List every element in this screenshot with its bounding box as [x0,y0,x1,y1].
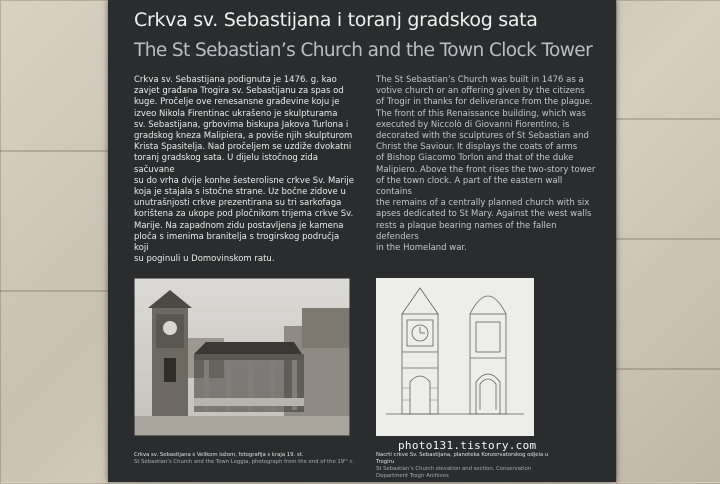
stone-block [616,368,720,484]
drawing-caption-croatian-line1: Nacrti crkve Sv. Sebastijana, planoteka Konzervatorskog odjela u [376,452,549,458]
tower-drawing-illustration [376,278,534,436]
photo-caption-english: St Sebastian’s Church and the Town Loggia, photograph from the end of the 19ᵗʰ c. [134,459,355,465]
plaque-title-croatian: Crkva sv. Sebastijana i toranj gradskog sata [134,9,538,31]
historic-photograph [134,278,350,436]
photo-caption-croatian: Crkva sv. Sebastijana s Velikom ložom, fotografija s kraja 19. st. [134,452,304,458]
church-photo-illustration [134,278,350,436]
stone-block [0,290,110,484]
drawing-caption-croatian-line2: Trogiru [376,459,395,465]
tower-elevation-drawing [376,278,534,436]
plaque-body-english: The St Sebastian’s Church was built in 1476 as a votive church or an offering given by the citizens of Trogir in thanks for deliverance from the plague. The front of this Renaissance building, which was executed by Niccolò di Giovanni Fiorentino, is decorated with the sculptures of St Sebastian and Christ the Saviour. It displays the coats of arms of Bishop Giacomo Torlon and that of the duke Malipiero. Above the front rises the two-story tower of the town clock. A part of the eastern wall contains the remains of a centrally planned church with six apses dedicated to St Mary. Against the west walls rests a plaque bearing names of the fallen defenders in the Homeland war. [376,75,596,254]
stone-block [616,118,720,240]
plaque-body-croatian: Crkva sv. Sebastijana podignuta je 1476. g. kao zavjet građana Trogira sv. Sebastijanu za spas od kuge. Pročelje ove renesansne građevine koju je izveo Nikola Firentinac ukrašeno je skulpturama sv. Sebastijana, grbovima biskupa Jakova Turlona i gradskog kneza Malipiera, a poviše njih skulpturom Krista Spasitelja. Nad pročeljem se uzdiže dvokatni toranj gradskog sata. U dijelu istočnog zida sačuvane su do vrha dvije konhe šesterolisne crkve Sv. Marije koja je stajala s istočne strane. Uz bočne zidove u unutrašnjosti crkve prezentirana su tri sarkofaga korištena za ukope pod pločnikom trijema crkve Sv. Marije. Na zapadnom zidu postavljena je kamena ploča s imenima branitelja s trogirskog područja koji su poginuli u Domovinskom ratu. [134,75,354,265]
stone-block [0,150,110,292]
drawing-caption-english-line1: St Sebastian’s Church elevation and section, Conservation [376,466,532,472]
watermark-text: photo131.tistory.com [398,439,537,452]
stone-block [0,0,110,152]
drawing-caption-english-line2: Department Trogir Archives [376,473,449,479]
stone-block [616,238,720,370]
stone-block [616,0,720,120]
plaque-title-english: The St Sebastian’s Church and the Town Clock Tower [134,40,593,61]
